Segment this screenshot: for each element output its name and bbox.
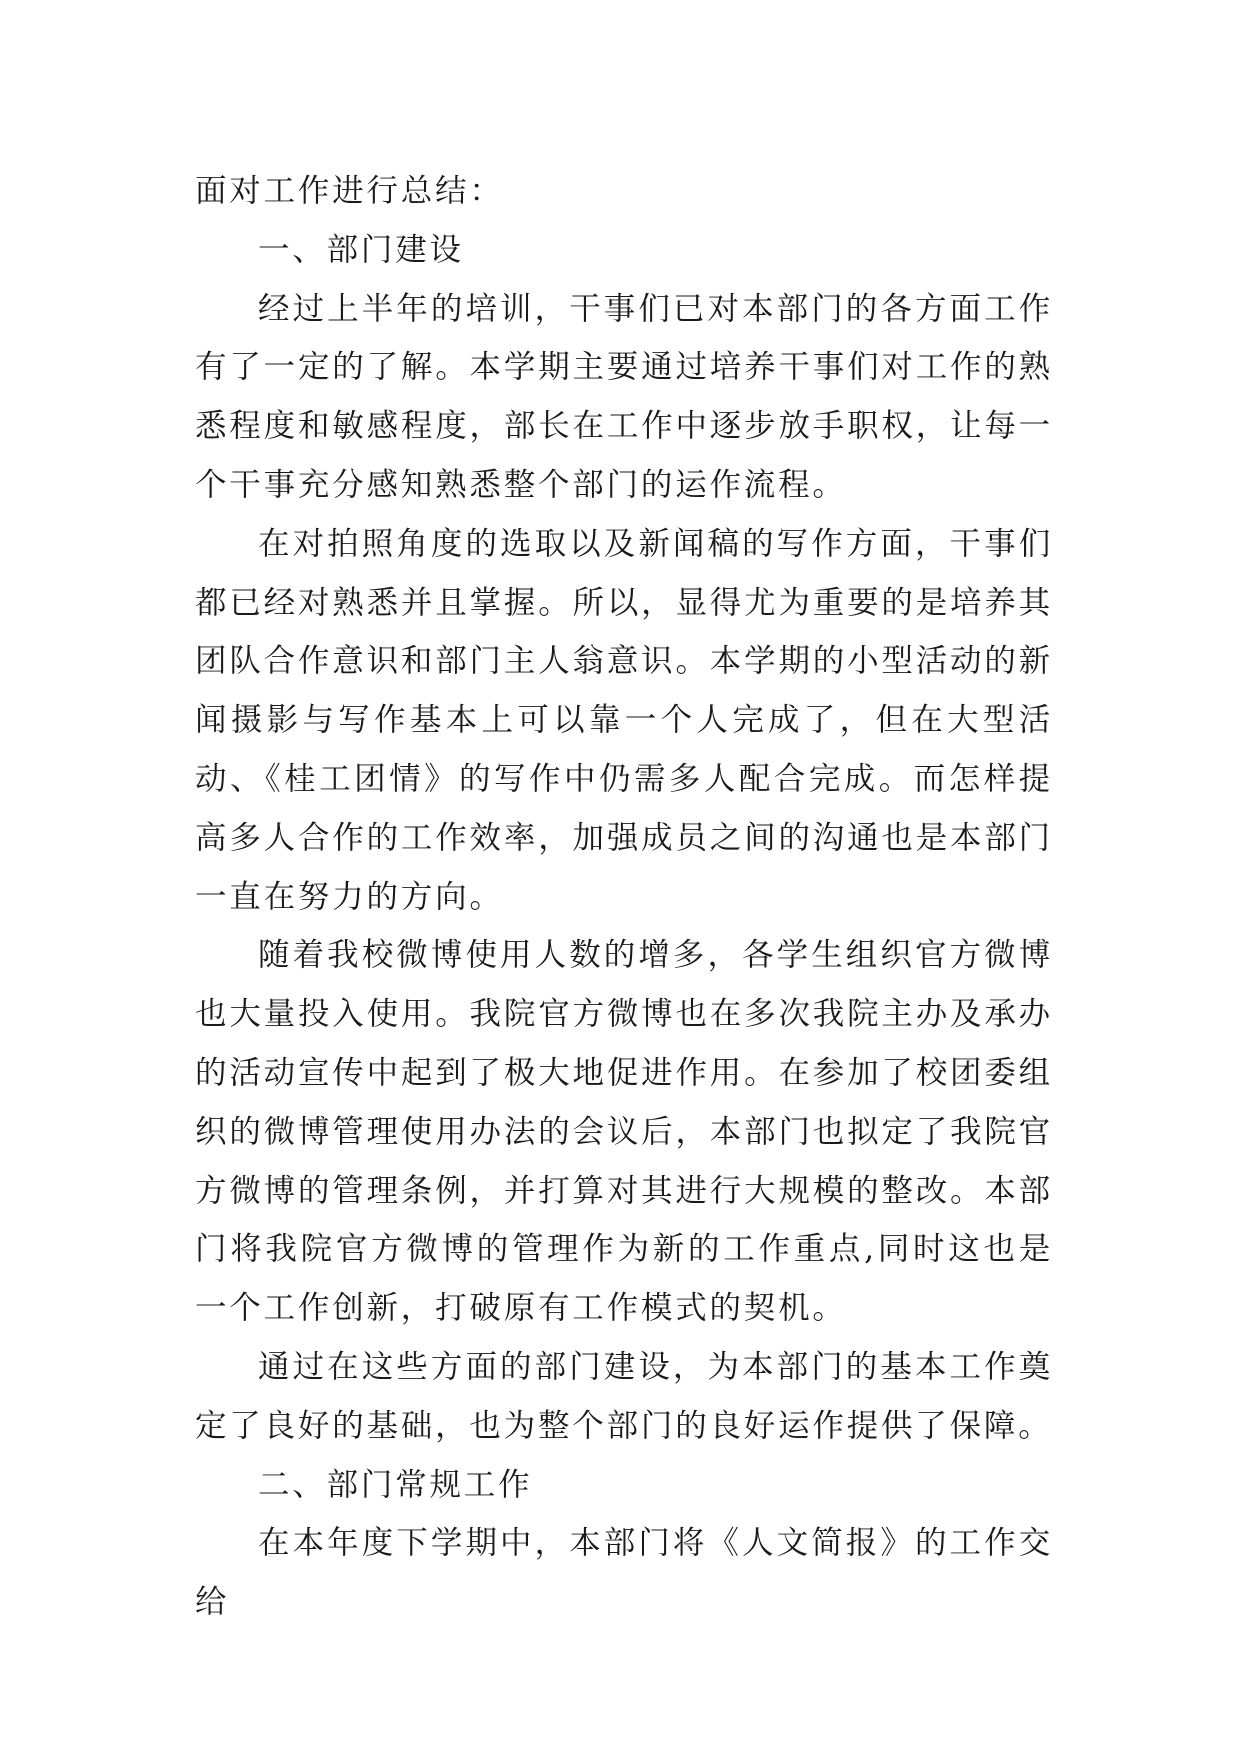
paragraph-foundation: 通过在这些方面的部门建设，为本部门的基本工作奠定了良好的基础，也为整个部门的良好运作提供了保障。 — [195, 1348, 1053, 1444]
paragraph-teamwork: 在对拍照角度的选取以及新闻稿的写作方面，干事们都已经对熟悉并且掌握。所以，显得尤为重要的是培养其团队合作意识和部门主人翁意识。本学期的小型活动的新闻摄影与写作基本上可以靠一个人完成了，但在大型活动、《桂工团情》的写作中仍需多人配合完成。而怎样提高多人合作的工作效率，加强成员之间的沟通也是本部门一直在努力的方向。 — [195, 525, 1053, 915]
paragraph-weibo: 随着我校微博使用人数的增多，各学生组织官方微博也大量投入使用。我院官方微博也在多次我院主办及承办的活动宣传中起到了极大地促进作用。在参加了校团委组织的微博管理使用办法的会议后，本部门也拟定了我院官方微博的管理条例，并打算对其进行大规模的整改。本部门将我院官方微博的管理作为新的工作重点,同时这也是一个工作创新，打破原有工作模式的契机。 — [195, 937, 1053, 1327]
paragraph-training: 经过上半年的培训，干事们已对本部门的各方面工作有了一定的了解。本学期主要通过培养干事们对工作的熟悉程度和敏感程度，部长在工作中逐步放手职权，让每一个干事充分感知熟悉整个部门的运作流程。 — [195, 290, 1053, 503]
intro-line: 面对工作进行总结： — [195, 173, 504, 209]
section-heading-department-building: 一、部门建设 — [258, 231, 464, 268]
section-heading-routine-work: 二、部门常规工作 — [258, 1466, 533, 1503]
paragraph-brief-report: 在本年度下学期中，本部门将《人文简报》的工作交给 — [195, 1525, 1053, 1621]
document-body — [195, 162, 1053, 1632]
